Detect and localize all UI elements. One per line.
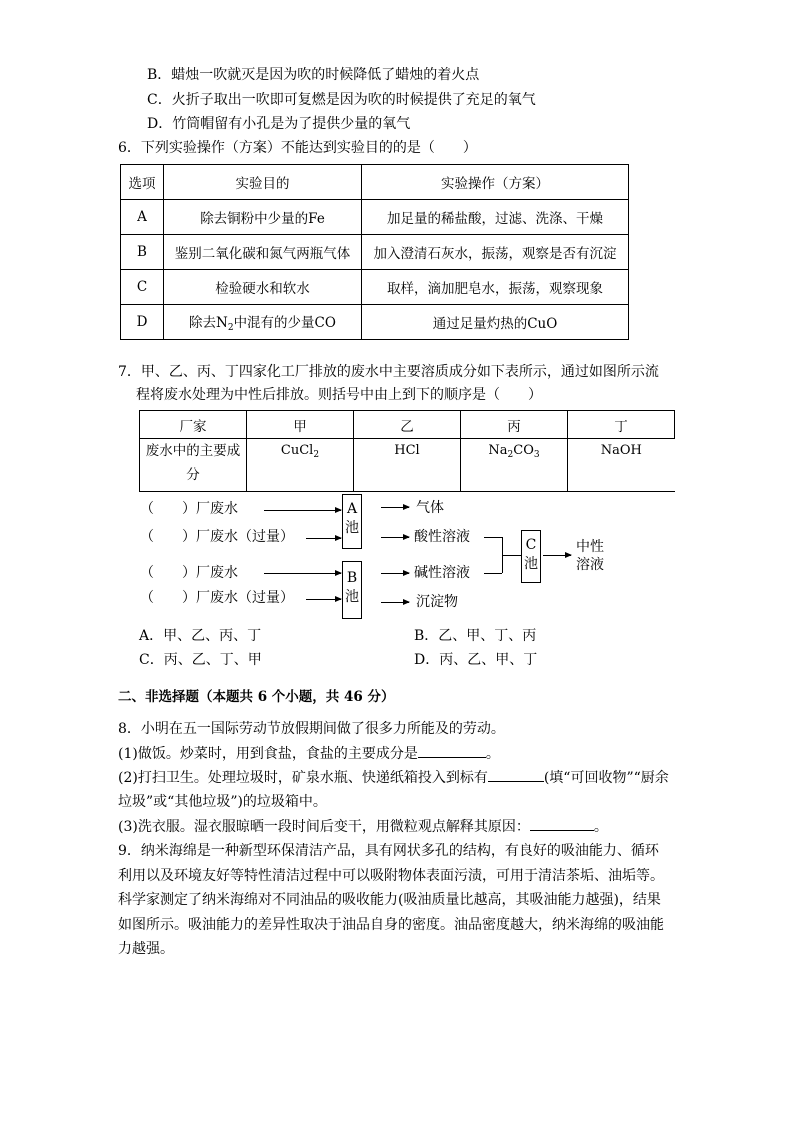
header-option: 选项: [121, 165, 164, 200]
row-operation: 取样，滴加肥皂水，振荡，观察现象: [362, 270, 629, 305]
cell-yi: HCl: [354, 439, 461, 492]
flow-output-acid: 酸性溶液: [414, 529, 470, 545]
q6-table: [120, 164, 629, 340]
aim-text: 中混有的少量CO: [233, 315, 336, 331]
formula: Na: [488, 443, 508, 458]
formula-subscript: 3: [533, 450, 540, 460]
pool-b: [342, 561, 362, 619]
header-factory: 厂家: [140, 411, 247, 439]
connector-line: [484, 537, 502, 538]
q9-line4: 如图所示。吸油能力的差异性取决于油品自身的密度。油品密度越大，纳米海绵的吸油能: [118, 917, 664, 933]
arrow-right-icon: [543, 555, 571, 556]
pool-a-letter: A: [346, 501, 358, 517]
pool-a: [342, 494, 362, 549]
arrow-right-icon: [306, 599, 341, 600]
q8-part2: [118, 768, 669, 788]
arrow-right-icon: [381, 602, 409, 603]
aim-subscript: 2: [227, 323, 234, 333]
header-ding: 丁: [568, 411, 675, 439]
q8-part1: [118, 744, 500, 764]
formula-subscript: 2: [313, 450, 320, 460]
q8-part2-cont: 垃圾”或“其他垃圾”)的垃圾箱中。: [118, 794, 327, 810]
arrow-right-icon: [264, 510, 341, 511]
flow-neutral-2: 溶液: [576, 557, 604, 573]
arrow-right-icon: [381, 573, 409, 574]
table-header-row: [121, 165, 629, 200]
row-operation: 通过足量灼热的CuO: [362, 305, 629, 340]
pool-c-label: 池: [524, 556, 538, 572]
q6-stem: 6．下列实验操作（方案）不能达到实验目的的是（ ）: [118, 140, 477, 156]
pool-b-label: 池: [345, 589, 359, 605]
pool-b-letter: B: [346, 570, 358, 586]
arrow-right-icon: [381, 507, 409, 508]
row-option: B: [121, 235, 164, 270]
row-option: D: [121, 305, 164, 340]
row-option: C: [121, 270, 164, 305]
pool-c-letter: C: [525, 537, 537, 553]
header-aim: 实验目的: [164, 165, 362, 200]
cell-ding: NaOH: [568, 439, 675, 492]
q8-stem: 8．小明在五一国际劳动节放假期间做了很多力所能及的劳动。: [118, 721, 505, 737]
q8-part2-text: (填“可回收物”“厨余: [543, 770, 669, 786]
connector-line: [502, 555, 521, 556]
answer-blank[interactable]: [530, 830, 594, 831]
flow-output-base: 碱性溶液: [414, 565, 470, 581]
row-label-line1: 废水中的主要成: [145, 443, 241, 459]
arrow-right-icon: [381, 537, 409, 538]
punctuation: 。: [593, 819, 608, 835]
formula-subscript: 2: [507, 450, 514, 460]
table-row: [121, 200, 629, 235]
q8-part3-text: (3)洗衣服。湿衣服晾晒一段时间后变干，用微粒观点解释其原因：: [118, 819, 530, 835]
cell-bing: [461, 439, 568, 492]
q7-option-d: D．丙、乙、甲、丁: [414, 652, 538, 668]
table-row: [121, 305, 629, 340]
flow-output-gas: 气体: [416, 500, 444, 516]
punctuation: 。: [485, 746, 500, 762]
arrow-right-icon: [306, 538, 341, 539]
q7-option-a: A．甲、乙、丙、丁: [139, 628, 262, 644]
aim-text: 除去N: [189, 315, 228, 331]
cell-jia: [247, 439, 354, 492]
header-yi: 乙: [354, 411, 461, 439]
header-bing: 丙: [461, 411, 568, 439]
q7-table: [139, 410, 675, 492]
row-aim: [164, 305, 362, 340]
q9-line2: 利用以及环境友好等特性清洁过程中可以吸附物体表面污渍，可用于清洁茶垢、油垢等。: [118, 868, 664, 884]
q7-option-b: B．乙、甲、丁、丙: [414, 628, 537, 644]
flow-input-1: （ ）厂废水: [140, 501, 238, 517]
table-row: [121, 270, 629, 305]
pool-a-label: 池: [345, 520, 359, 536]
pool-c: [521, 530, 541, 583]
row-aim: 鉴别二氧化碳和氮气两瓶气体: [164, 235, 362, 270]
table-header-row: [140, 411, 675, 439]
q5-option-b: B．蜡烛一吹就灭是因为吹的时候降低了蜡烛的着火点: [147, 67, 480, 83]
header-jia: 甲: [247, 411, 354, 439]
q7-option-c: C．丙、乙、丁、甲: [139, 652, 262, 668]
answer-blank[interactable]: [488, 781, 544, 782]
q8-part3: [118, 817, 608, 837]
answer-blank[interactable]: [418, 757, 486, 758]
formula: CuCl: [280, 443, 314, 458]
arrow-right-icon: [264, 573, 341, 574]
row-option: A: [121, 200, 164, 235]
q7-stem-line2: 程将废水处理为中性后排放。则括号中由上到下的顺序是（ ）: [136, 387, 542, 403]
flow-output-precipitate: 沉淀物: [416, 594, 458, 610]
row-operation: 加足量的稀盐酸，过滤、洗涤、干燥: [362, 200, 629, 235]
q7-stem-line1: 7．甲、乙、丙、丁四家化工厂排放的废水中主要溶质成分如下表所示，通过如图所示流: [118, 364, 659, 380]
q9-line1: 9．纳米海绵是一种新型环保清洁产品，具有网状多孔的结构，有良好的吸油能力、循环: [118, 843, 659, 859]
formula: CO: [513, 443, 534, 458]
row-label: [140, 439, 247, 492]
flow-neutral-1: 中性: [576, 539, 604, 555]
connector-line: [484, 573, 502, 574]
row-aim: 除去铜粉中少量的Fe: [164, 200, 362, 235]
flow-input-3: （ ）厂废水: [140, 565, 238, 581]
row-aim: 检验硬水和软水: [164, 270, 362, 305]
table-row: [140, 439, 675, 492]
q8-part2-text: (2)打扫卫生。处理垃圾时，矿泉水瓶、快递纸箱投入到标有: [118, 770, 488, 786]
section-heading: 二、非选择题（本题共 6 个小题，共 46 分）: [118, 689, 395, 705]
row-label-line2: 分: [186, 467, 200, 483]
q9-line5: 力越强。: [118, 941, 174, 957]
q8-part1-text: (1)做饭。炒菜时，用到食盐，食盐的主要成分是: [118, 746, 418, 762]
table-row: [121, 235, 629, 270]
flow-input-2: （ ）厂废水（过量）: [140, 529, 294, 545]
header-operation: 实验操作（方案）: [362, 165, 629, 200]
q5-option-c: C．火折子取出一吹即可复燃是因为吹的时候提供了充足的氧气: [147, 92, 536, 108]
q5-option-d: D．竹筒帽留有小孔是为了提供少量的氧气: [147, 116, 411, 132]
row-operation: 加入澄清石灰水，振荡，观察是否有沉淀: [362, 235, 629, 270]
flow-input-4: （ ）厂废水（过量）: [140, 590, 294, 606]
q9-line3: 科学家测定了纳米海绵对不同油品的吸收能力(吸油质量比越高，其吸油能力越强)，结果: [118, 892, 661, 908]
